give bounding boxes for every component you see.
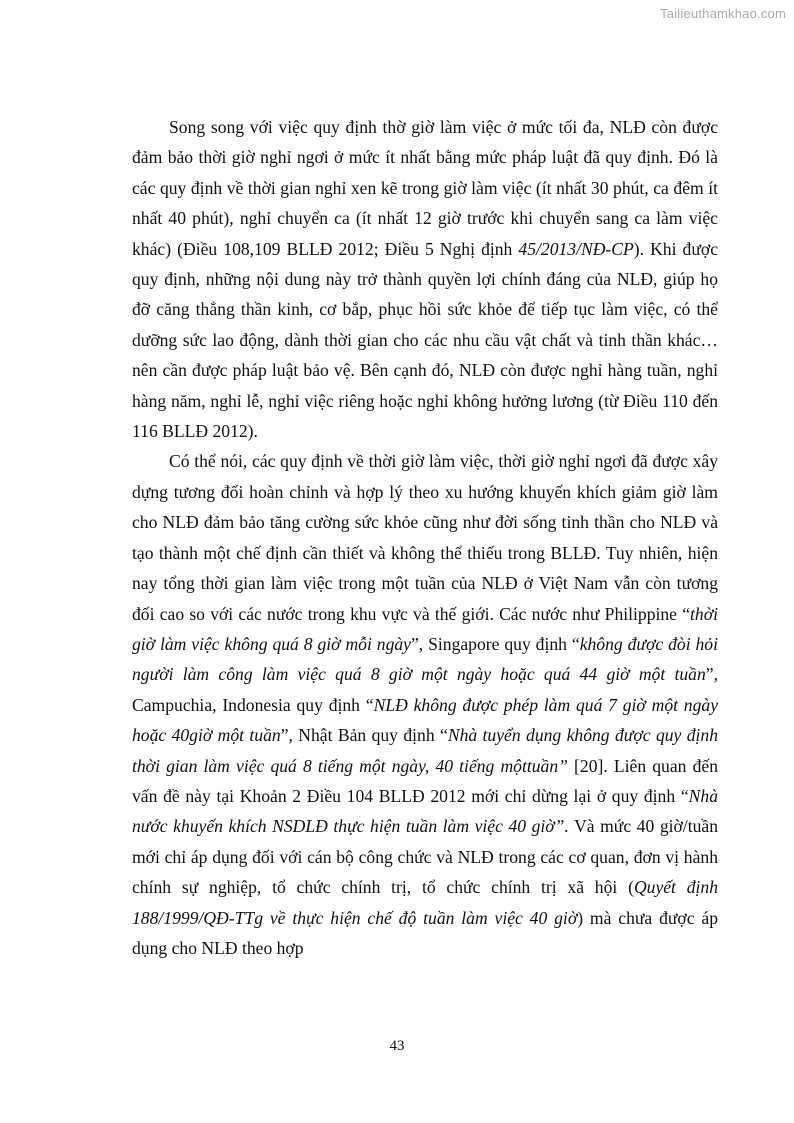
text-segment: ”, Nhật Bản quy định “	[280, 725, 448, 746]
italic-text-segment: thời giờ làm việc không quá 8 giờ mỗi ngày	[132, 603, 718, 654]
italic-text-segment: Nhà tuyển dụng không được quy định thời gian làm việc quá 8 tiếng một ngày, 40 tiếng mộttuần”	[132, 725, 719, 776]
italic-text-segment: Nhà nước khuyến khích NSDLĐ thực hiện tuần làm việc 40 giờ”.	[132, 785, 718, 837]
italic-text-segment: Quyết định 188/1999/QĐ-TTg về thực hiện chế độ tuần làm việc 40 giờ	[132, 877, 719, 928]
text-segment: ). Khi được quy định, những nội dung này trở thành quyền lợi chính đáng của NLĐ, giúp họ đỡ căng thẳng thần kinh, cơ bắp, phục hồi sức khỏe để tiếp tục làm việc, có thể dưỡng sức lao động, dành thời gian cho các nhu cầu vật chất và tinh thần khác…nên cần được pháp luật bảo vệ. Bên cạnh đó, NLĐ còn được nghỉ hàng tuần, nghỉ hàng năm, nghỉ lễ, nghỉ việc riêng hoặc nghỉ không hưởng lương (từ Điều 110 đến 116 BLLĐ 2012).	[132, 238, 718, 442]
italic-text-segment: không được đòi hỏi người làm công làm việc quá 8 giờ một ngày hoặc quá 44 giờ một tuần	[132, 633, 718, 685]
text-segment: ”, Campuchia, Indonesia quy định “	[132, 664, 718, 715]
text-segment: ”, Singapore quy định “	[410, 633, 580, 654]
text-segment: Và mức 40 giờ/tuần mới chỉ áp dụng đối với cán bộ công chức và NLĐ trong các cơ quan, đơn vị hành chính sự nghiệp, tổ chức chính trị, tổ chức chính trị xã hội (	[132, 816, 718, 898]
text-segment: Song song với việc quy định thờ giờ làm việc ở mức tối đa, NLĐ còn được đảm bảo thời giờ nghỉ ngơi ở mức ít nhất bằng mức pháp luật đã quy định. Đó là các quy định về thời gian nghỉ xen kẽ trong giờ làm việc (ít nhất 30 phút, ca đêm ít nhất 40 phút), nghỉ chuyển ca (ít nhất 12 giờ trước khi chuyển sang ca làm việc khác) (Điều 108,109 BLLĐ 2012; Điều 5 Nghị định	[132, 117, 718, 259]
paragraph	[132, 112, 718, 446]
paragraph	[132, 446, 718, 963]
watermark: Tailieuthamkhao.com	[660, 6, 786, 21]
page-number: 43	[389, 1038, 405, 1054]
text-segment: [20]. Liên quan đến vấn đề này tại Khoản 2 Điều 104 BLLĐ 2012 mới chỉ dừng lại ở quy định “	[132, 755, 718, 806]
text-segment: ) mà chưa được áp dụng cho NLĐ theo hợp	[132, 907, 718, 958]
text-segment: Có thể nói, các quy định về thời giờ làm việc, thời giờ nghỉ ngơi đã được xây dựng tương đối hoàn chỉnh và hợp lý theo xu hướng khuyến khích giảm giờ làm cho NLĐ đảm bảo tăng cường sức khỏe cũng như đời sống tinh thần cho NLĐ và tạo thành một chế định cần thiết và không thể thiếu trong BLLĐ. Tuy nhiên, hiện nay tổng thời gian làm việc trong một tuần của NLĐ ở Việt Nam vẫn còn tương đối cao so với các nước trong khu vực và thế giới. Các nước như Philippine “	[132, 451, 718, 624]
document-body	[132, 112, 718, 963]
italic-text-segment: NLĐ không được phép làm quá 7 giờ một ngày hoặc 40giờ một tuần	[132, 694, 719, 746]
italic-text-segment: 45/2013/NĐ-CP	[518, 238, 634, 259]
